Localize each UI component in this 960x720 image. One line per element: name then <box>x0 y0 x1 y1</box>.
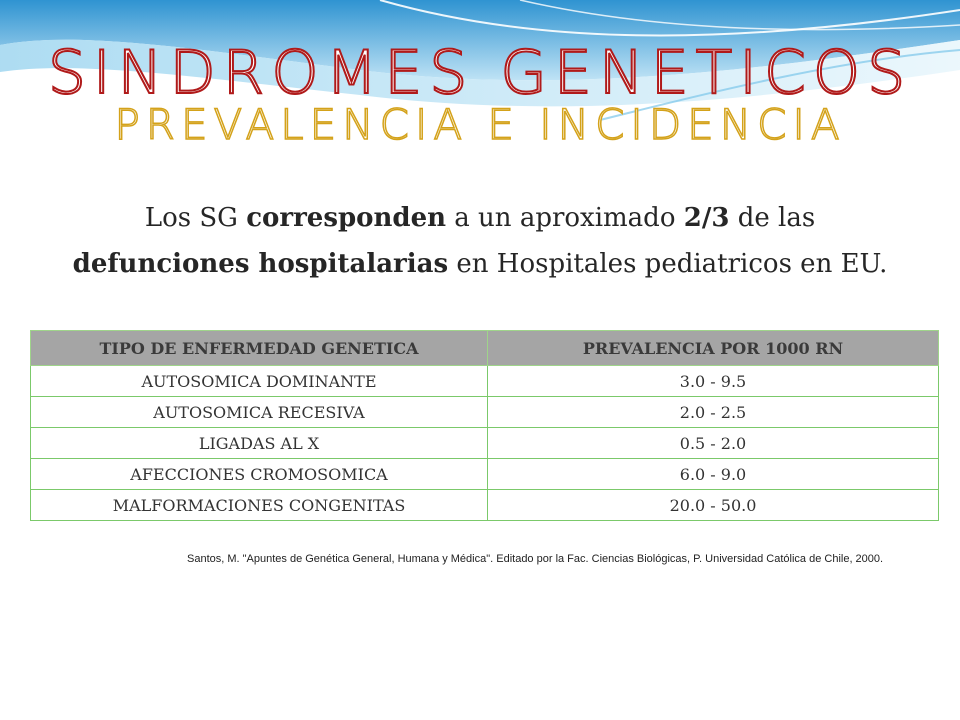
cell-prevalence: 0.5 - 2.0 <box>488 428 939 459</box>
intro-text-3: de las <box>729 203 816 233</box>
intro-text-4: en Hospitales pediatricos en EU. <box>448 249 888 279</box>
cell-prevalence: 3.0 - 9.5 <box>488 366 939 397</box>
intro-text-1: Los SG <box>144 203 247 233</box>
cell-type: MALFORMACIONES CONGENITAS <box>31 490 488 521</box>
cell-type: AUTOSOMICA DOMINANTE <box>31 366 488 397</box>
reference-citation: Santos, M. "Apuntes de Genética General, Humana y Médica". Editado por la Fac. Ciencias Biológicas, P. Universidad Católica de Chile, 2000. <box>187 553 884 565</box>
table-row <box>31 490 939 521</box>
cell-prevalence: 6.0 - 9.0 <box>488 459 939 490</box>
prevalence-table <box>30 330 939 521</box>
intro-text-2: a un aproximado <box>446 203 684 233</box>
table-row <box>31 459 939 490</box>
slide-subtitle: PREVALENCIA E INCIDENCIA <box>114 100 846 149</box>
cell-prevalence: 20.0 - 50.0 <box>488 490 939 521</box>
slide-title: SINDROMES GENETICOS <box>47 38 913 108</box>
table-header-row <box>31 331 939 366</box>
intro-bold-2: 2/3 <box>683 203 730 233</box>
table-row <box>31 428 939 459</box>
cell-type: AUTOSOMICA RECESIVA <box>31 397 488 428</box>
intro-bold-1: corresponden <box>246 203 447 233</box>
column-header-type: TIPO DE ENFERMEDAD GENETICA <box>31 331 488 366</box>
table-row <box>31 397 939 428</box>
cell-type: AFECCIONES CROMOSOMICA <box>31 459 488 490</box>
cell-type: LIGADAS AL X <box>31 428 488 459</box>
table-row <box>31 366 939 397</box>
cell-prevalence: 2.0 - 2.5 <box>488 397 939 428</box>
intro-paragraph <box>0 195 960 287</box>
intro-bold-3: defunciones hospitalarias <box>72 249 449 279</box>
column-header-prevalence: PREVALENCIA POR 1000 RN <box>488 331 939 366</box>
